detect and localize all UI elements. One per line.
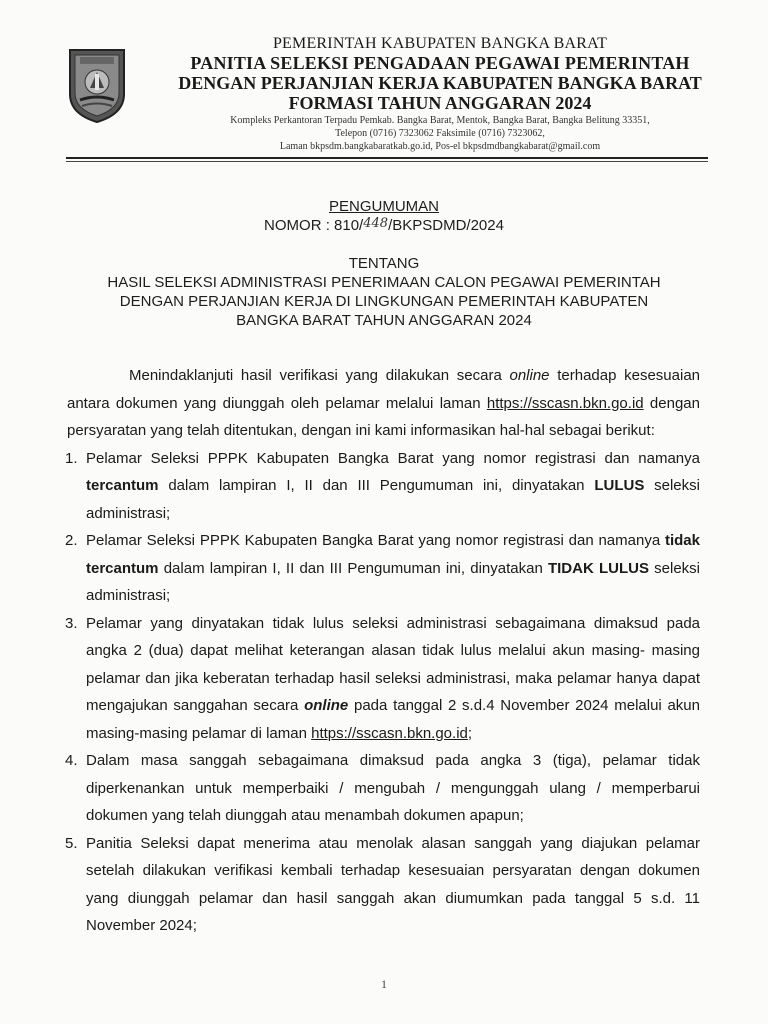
letterhead-rule-thin	[66, 161, 708, 162]
announcement-title: PENGUMUMAN	[328, 198, 439, 215]
item-text: Pelamar Seleksi PPPK Kabupaten Bangka Barat yang nomor registrasi dan namanya	[86, 532, 665, 549]
letterhead-address: Kompleks Perkantoran Terpadu Pemkab. Bangka Barat, Mentok, Bangka Barat, Bangka Belitung 33351,	[230, 115, 650, 126]
sscasn-link[interactable]: https://sscasn.bkn.go.id	[486, 394, 644, 412]
sscasn-link[interactable]: https://sscasn.bkn.go.id	[311, 724, 468, 742]
item-number: 4.	[65, 752, 78, 769]
regency-emblem-icon	[66, 44, 128, 124]
item-text: Pelamar yang dinyatakan tidak lulus seleksi administrasi sebagaimana dimaksud pada angka 2 (dua) dapat melihat keterangan alasan tidak lulus melalui akun masing- masing pelamar dan jika keberatan terhadap hasil seleksi administrasi, maka pelamar hanya dapat mengajukan sanggahan secara	[86, 614, 700, 714]
item-number: 1.	[65, 449, 78, 467]
item-online: online	[304, 697, 349, 714]
item-status-tidak-lulus: TIDAK LULUS	[547, 559, 649, 577]
item-text: ;	[467, 724, 473, 742]
item-text: seleksi administrasi;	[86, 477, 700, 522]
subject-line-1: HASIL SELEKSI ADMINISTRASI PENERIMAAN CALON PEGAWAI PEMERINTAH	[107, 274, 661, 291]
letterhead-rule-thick	[66, 157, 708, 159]
item-text: dalam lampiran I, II dan III Pengumuman ini, dinyatakan	[158, 559, 548, 577]
item-text: Dalam masa sanggah sebagaimana dimaksud pada angka 3 (tiga), pelamar tidak diperkenankan untuk memperbaiki / mengubah / mengunggah ulang / memperbarui dokumen yang telah diunggah atau menambah dokumen apapun;	[86, 752, 700, 824]
item-text: pada tanggal 2 s.d.4 November 2024 melalui akun masing-masing pelamar di laman	[86, 697, 700, 742]
intro-text-1: Menindaklanjuti hasil verifikasi yang dilakukan secara	[129, 367, 510, 384]
number-handwritten: 448	[363, 216, 389, 231]
item-number: 5.	[65, 834, 78, 852]
intro-paragraph	[67, 362, 700, 445]
number-prefix: NOMOR : 810/	[264, 217, 364, 234]
list-item	[67, 747, 700, 830]
about-label: TENTANG	[348, 255, 420, 272]
number-suffix: /BKPSDMD/2024	[388, 217, 504, 234]
item-text: Panitia Seleksi dapat menerima atau menolak alasan sanggah yang diajukan pelamar setelah dilakukan verifikasi kembali terhadap kesesuaian persyaratan dengan dokumen yang diunggah pelamar dan hasil sanggah akan diumumkan pada tanggal 5 s.d. 11 November 2024;	[86, 834, 700, 934]
item-number: 2.	[65, 532, 78, 549]
letterhead-committee: PANITIA SELEKSI PENGADAAN PEGAWAI PEMERINTAH	[190, 53, 690, 73]
intro-text-3: dengan persyaratan yang telah ditentukan, dengan ini kami informasikan hal-hal sebagai berikut:	[67, 394, 700, 439]
item-text: dalam lampiran I, II dan III Pengumuman ini, dinyatakan	[158, 477, 595, 494]
list-item	[67, 527, 700, 610]
item-bold: tercantum	[86, 477, 159, 494]
subject-line-2: DENGAN PERJANJIAN KERJA DI LINGKUNGAN PEMERINTAH KABUPATEN	[119, 293, 649, 310]
letterhead-formation: FORMASI TAHUN ANGGARAN 2024	[288, 93, 592, 113]
announcement-body	[67, 362, 700, 940]
letterhead-government: PEMERINTAH KABUPATEN BANGKA BARAT	[272, 35, 608, 52]
intro-online: online	[509, 367, 550, 384]
list-item	[67, 445, 700, 528]
letterhead-web-email: Laman bkpsdm.bangkabaratkab.go.id, Pos-el bkpsdmdbangkabarat@gmail.com	[279, 141, 601, 152]
page-number: 1	[381, 977, 387, 991]
letterhead-committee-cont: DENGAN PERJANJIAN KERJA KABUPATEN BANGKA BARAT	[178, 73, 702, 93]
item-status-lulus: LULUS	[594, 477, 645, 494]
announcement-subject	[0, 273, 768, 330]
letterhead	[150, 34, 730, 153]
intro-text-2: terhadap kesesuaian antara dokumen yang diunggah oleh pelamar melalui laman	[67, 367, 701, 412]
announcement-number	[0, 217, 768, 236]
item-bold: tidak tercantum	[86, 532, 700, 577]
item-text: Pelamar Seleksi PPPK Kabupaten Bangka Barat yang nomor registrasi dan namanya	[86, 449, 700, 467]
list-item	[67, 830, 700, 940]
letterhead-phone: Telepon (0716) 7323062 Faksimile (0716) 7323062,	[335, 128, 545, 139]
announcement-list	[67, 445, 700, 940]
list-item	[67, 610, 700, 748]
item-text: seleksi administrasi;	[86, 559, 700, 604]
subject-line-3: BANGKA BARAT TAHUN ANGGARAN 2024	[236, 312, 532, 329]
item-number: 3.	[65, 614, 78, 632]
